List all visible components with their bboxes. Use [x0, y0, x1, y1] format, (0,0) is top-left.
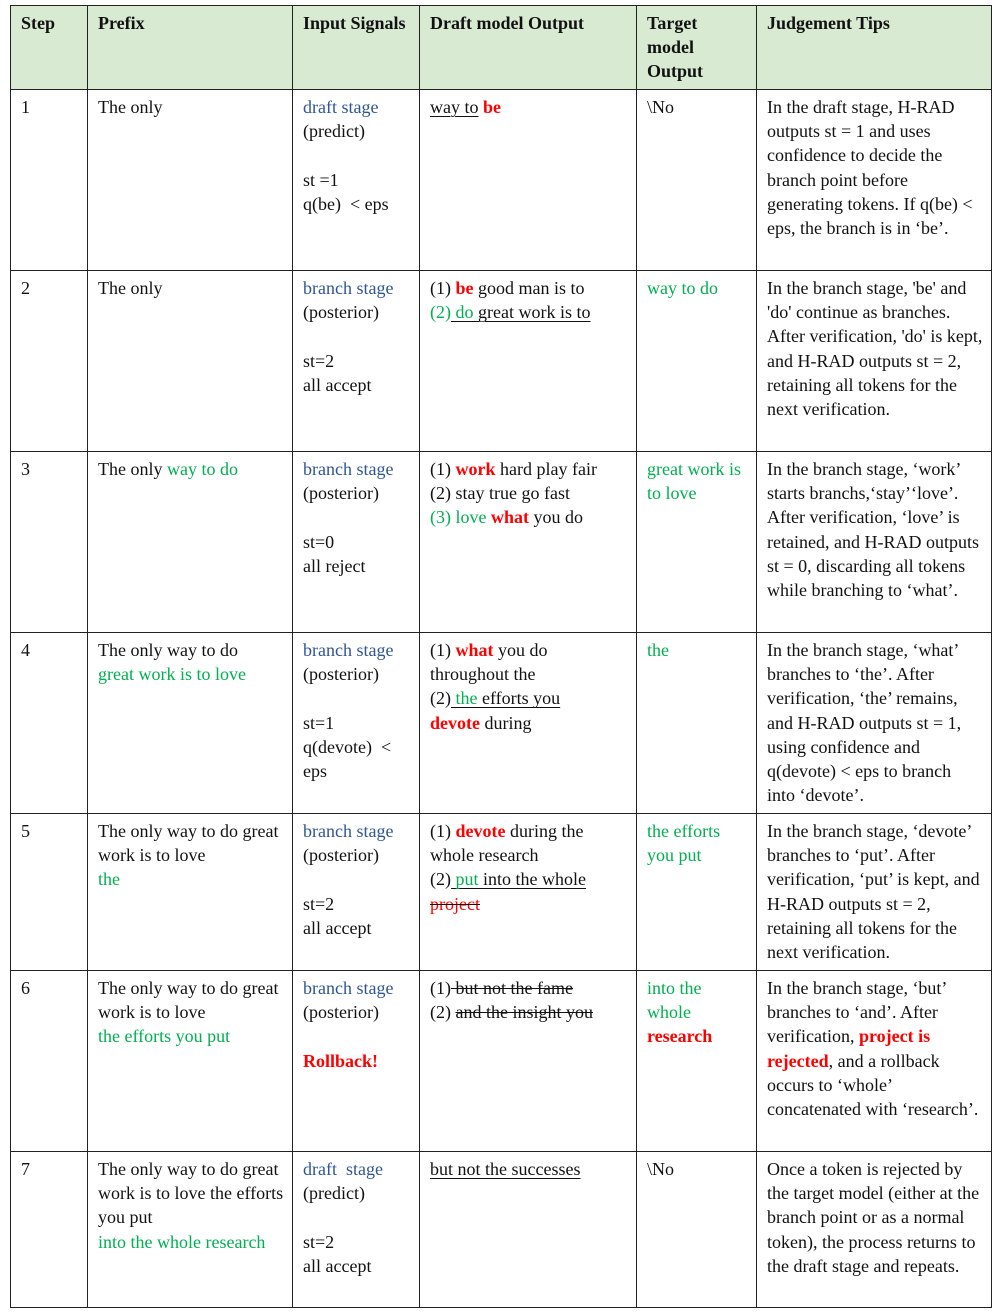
- prefix-text: The only way to do: [98, 640, 238, 660]
- draft-cell: [420, 633, 637, 814]
- draft-tokens: hard play fair: [495, 459, 597, 479]
- target-cell: \No: [637, 90, 757, 271]
- draft-branch-1: [430, 976, 628, 1000]
- branch-number: (2): [430, 869, 451, 890]
- draft-tokens: good man is to: [473, 278, 585, 298]
- draft-branch-1: [430, 457, 628, 481]
- accepted-token: put: [451, 869, 479, 890]
- signals-cell: [293, 814, 420, 971]
- tips-text: In the branch stage, ‘but’ branches to ‘and’. After verification,: [767, 978, 947, 1047]
- st-value: st=2: [303, 893, 335, 914]
- st-value: st=1: [303, 712, 335, 733]
- branch-number: (2): [430, 688, 451, 709]
- table-row: [11, 633, 992, 814]
- signals-cell: [293, 271, 420, 452]
- tips-cell: Once a token is rejected by the target model (either at the branch point or as a normal token), the process returns to the draft stage and repeats.: [757, 1152, 992, 1308]
- branch-number: (2): [430, 302, 451, 323]
- draft-tokens: you do: [493, 640, 548, 660]
- step-cell: 6: [11, 971, 88, 1152]
- table-row: [11, 90, 992, 271]
- branch-number: (1): [430, 978, 451, 998]
- draft-branch-2-cont: [430, 711, 628, 735]
- st-value: st =1: [303, 169, 339, 190]
- draft-cell: [420, 452, 637, 633]
- target-cell: great work is to love: [637, 452, 757, 633]
- draft-branch-1: [430, 819, 628, 843]
- draft-branch-2: (2) stay true go fast: [430, 483, 570, 504]
- branch-number: (1): [430, 278, 456, 298]
- mode-label: (predict): [303, 1183, 365, 1204]
- tips-cell: In the branch stage, ‘work’ starts branchs,‘stay’‘love’. After verification, ‘love’ is retained, and H-RAD outputs st = 0, discarding all tokens while branching to ‘what’.: [757, 452, 992, 633]
- st-value: st=2: [303, 350, 335, 371]
- step-cell: 2: [11, 271, 88, 452]
- tips-cell: In the branch stage, ‘devote’ branches to ‘put’. After verification, ‘put’ is kept, and H-RAD outputs st = 2, retaining all tokens for the next verification.: [757, 814, 992, 971]
- draft-cell: [420, 814, 637, 971]
- condition-text: all accept: [303, 374, 372, 395]
- rollback-token: research: [647, 1026, 713, 1047]
- accepted-token: (3) love: [430, 507, 491, 528]
- prefix-cell: [88, 452, 293, 633]
- step-cell: 1: [11, 90, 88, 271]
- rollback-label: Rollback!: [303, 1050, 379, 1071]
- prefix-accepted-text: great work is to love: [98, 664, 246, 685]
- step-cell: 3: [11, 452, 88, 633]
- discarded-tokens: but not the fame: [451, 978, 573, 998]
- prefix-cell: [88, 90, 293, 271]
- h-rad-example-table: [10, 5, 992, 1308]
- header-target-output: Target model Output: [637, 6, 757, 90]
- branch-token: be: [455, 278, 474, 298]
- signals-cell: [293, 90, 420, 271]
- stage-label: branch stage: [303, 978, 394, 998]
- branch-token: devote: [455, 821, 506, 841]
- mode-label: (posterior): [303, 302, 379, 323]
- draft-cell: [420, 271, 637, 452]
- branch-token: what: [490, 507, 529, 528]
- signals-cell: [293, 633, 420, 814]
- header-prefix: Prefix: [88, 6, 293, 90]
- draft-branch-2-cont: [430, 892, 628, 916]
- header-input-signals: Input Signals: [293, 6, 420, 90]
- signals-cell: [293, 452, 420, 633]
- condition-text: all accept: [303, 1255, 372, 1276]
- table-row: [11, 971, 992, 1152]
- draft-cell: [420, 1152, 637, 1308]
- mode-label: (predict): [303, 121, 365, 142]
- condition-text-cont: eps: [303, 761, 327, 781]
- discarded-tokens: and the insight you: [455, 1002, 593, 1023]
- draft-branch-1: [430, 276, 628, 300]
- condition-text: all accept: [303, 917, 372, 938]
- prefix-cell: [88, 633, 293, 814]
- condition-text: q(be) < eps: [303, 193, 389, 214]
- stage-label: branch stage: [303, 459, 394, 479]
- prefix-cell: [88, 814, 293, 971]
- mode-label: (posterior): [303, 845, 379, 866]
- prefix-text: The only: [98, 278, 163, 298]
- prefix-accepted-text: way to do: [167, 459, 238, 479]
- rejection-highlight: project is rejected: [767, 1026, 931, 1071]
- draft-tokens: during the: [505, 821, 584, 841]
- condition-text: q(devote) <: [303, 736, 392, 757]
- draft-branch-2: [430, 686, 628, 710]
- prefix-accepted-text: the efforts you put: [98, 1026, 231, 1047]
- draft-tokens: you do: [529, 507, 583, 528]
- draft-cell: [420, 90, 637, 271]
- target-cell: [637, 971, 757, 1152]
- accepted-tokens: into the whole: [647, 978, 702, 1023]
- branch-token: devote: [430, 712, 480, 733]
- prefix-cell: [88, 271, 293, 452]
- st-value: st=0: [303, 531, 335, 552]
- table-row: [11, 271, 992, 452]
- prefix-accepted-text: into the whole research: [98, 1231, 266, 1252]
- table-row: [11, 1152, 992, 1308]
- draft-tokens: great work is to: [473, 302, 591, 323]
- draft-tokens: into the whole: [478, 869, 586, 890]
- branch-token: be: [483, 97, 501, 117]
- mode-label: (posterior): [303, 483, 379, 504]
- target-cell: the efforts you put: [637, 814, 757, 971]
- draft-branch-1-cont: throughout the: [430, 664, 536, 685]
- draft-tokens: during: [479, 712, 532, 733]
- step-cell: 4: [11, 633, 88, 814]
- prefix-text: The only: [98, 97, 163, 117]
- tips-cell: In the draft stage, H-RAD outputs st = 1 and uses confidence to decide the branch point before generating tokens. If q(be) < eps, the branch is in ‘be’.: [757, 90, 992, 271]
- draft-branch-2: [430, 867, 628, 891]
- table-row: [11, 814, 992, 971]
- stage-label: draft stage: [303, 1159, 383, 1179]
- prefix-text: The only way to do great work is to love: [98, 821, 279, 866]
- accepted-token: do: [451, 302, 474, 323]
- branch-token: what: [455, 640, 494, 660]
- tips-cell: In the branch stage, 'be' and 'do' continue as branches. After verification, 'do' is kept, and H-RAD outputs st = 2, retaining all tokens for the next verification.: [757, 271, 992, 452]
- draft-tokens: efforts you: [477, 688, 561, 709]
- stage-label: branch stage: [303, 278, 394, 298]
- prefix-cell: [88, 971, 293, 1152]
- branch-number: (1): [430, 459, 456, 479]
- condition-text: all reject: [303, 555, 366, 576]
- branch-number: (2): [430, 1002, 456, 1023]
- prefix-text: The only way to do great work is to love: [98, 978, 279, 1023]
- stage-label: branch stage: [303, 640, 394, 660]
- accepted-token: the: [451, 688, 478, 709]
- branch-number: (1): [430, 640, 456, 660]
- stage-label: draft stage: [303, 97, 379, 117]
- draft-tokens: but not the successes: [430, 1159, 581, 1179]
- draft-branch-3: [430, 505, 628, 529]
- signals-cell: [293, 1152, 420, 1308]
- prefix-cell: [88, 1152, 293, 1308]
- step-cell: 7: [11, 1152, 88, 1308]
- target-cell: \No: [637, 1152, 757, 1308]
- prefix-text: The only way to do great work is to love the efforts you put: [98, 1159, 284, 1228]
- prefix-text: The only: [98, 459, 167, 479]
- draft-cell: [420, 971, 637, 1152]
- branch-token: work: [455, 459, 496, 479]
- step-cell: 5: [11, 814, 88, 971]
- header-row: [11, 6, 992, 90]
- tips-cell: [757, 971, 992, 1152]
- branch-number: (1): [430, 821, 456, 841]
- target-cell: the: [637, 633, 757, 814]
- draft-branch-2: [430, 300, 628, 324]
- header-draft-output: Draft model Output: [420, 6, 637, 90]
- prefix-accepted-text: the: [98, 869, 120, 890]
- tips-cell: In the branch stage, ‘what’ branches to ‘the’. After verification, ‘the’ remains, and H-RAD outputs st = 1, using confidence and q(devote) < eps to branch into ‘devote’.: [757, 633, 992, 814]
- header-step: Step: [11, 6, 88, 90]
- table-row: [11, 452, 992, 633]
- mode-label: (posterior): [303, 664, 379, 685]
- mode-label: (posterior): [303, 1002, 379, 1023]
- draft-branch-1-cont: whole research: [430, 845, 539, 866]
- draft-branch-2: [430, 1000, 628, 1024]
- target-cell: way to do: [637, 271, 757, 452]
- stage-label: branch stage: [303, 821, 394, 841]
- st-value: st=2: [303, 1231, 335, 1252]
- signals-cell: [293, 971, 420, 1152]
- header-judgement-tips: Judgement Tips: [757, 6, 992, 90]
- draft-tokens: way to: [430, 97, 479, 117]
- tips-text-cont: , and a rollback occurs to ‘whole’ concatenated with ‘research’.: [767, 1050, 979, 1120]
- rejected-token: project: [430, 893, 480, 914]
- draft-branch-1: [430, 638, 628, 662]
